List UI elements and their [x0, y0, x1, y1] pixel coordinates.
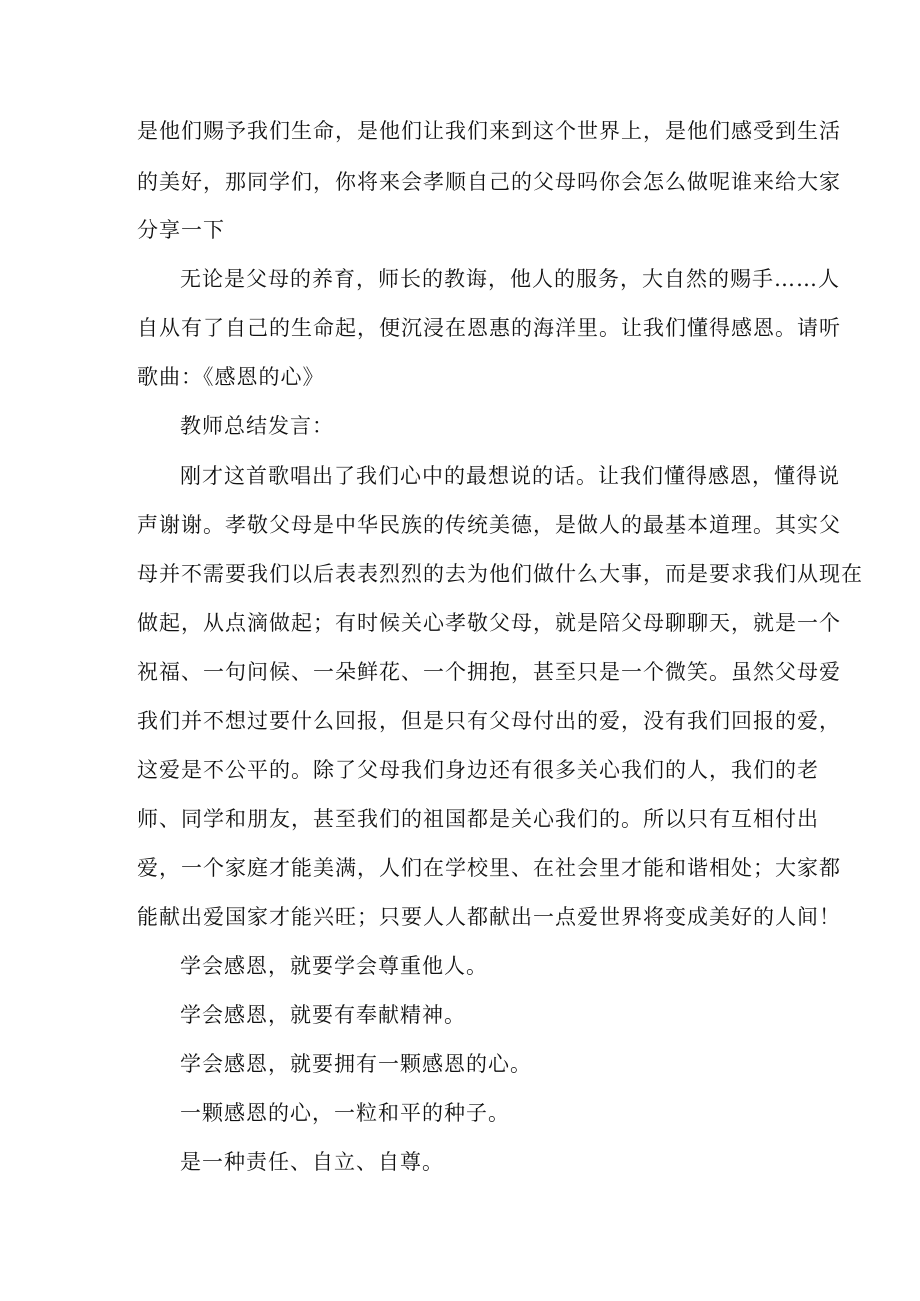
text-line: 学会感恩，就要拥有一颗感恩的心。	[180, 1052, 532, 1076]
text-line: 一颗感恩的心，一粒和平的种子。	[180, 1101, 510, 1125]
text-line: 祝福、一句问候、一朵鲜花、一个拥抱，甚至只是一个微笑。虽然父母爱	[137, 660, 841, 684]
text-line: 歌曲：《感恩的心》	[137, 365, 325, 389]
text-line: 做起，从点滴做起；有时候关心孝敬父母，就是陪父母聊聊天，就是一个	[137, 611, 841, 635]
text-line: 自从有了自己的生命起，便沉浸在恩惠的海洋里。让我们懂得感恩。请听	[137, 316, 841, 340]
section-heading: 教师总结发言：	[180, 414, 334, 438]
text-line: 是他们赐予我们生命，是他们让我们来到这个世界上，是他们感受到生活	[137, 119, 841, 143]
text-line: 是一种责任、自立、自尊。	[180, 1150, 444, 1174]
text-line: 爱，一个家庭才能美满，人们在学校里、在社会里才能和谐相处；大家都	[137, 856, 841, 880]
text-line: 母并不需要我们以后表表烈烈的去为他们做什么大事，而是要求我们从现在	[137, 562, 863, 586]
text-line: 分享一下	[137, 218, 225, 242]
text-line: 师、同学和朋友，甚至我们的祖国都是关心我们的。所以只有互相付出	[137, 807, 819, 831]
text-line: 学会感恩，就要学会尊重他人。	[180, 954, 488, 978]
text-line: 这爱是不公平的。除了父母我们身边还有很多关心我们的人，我们的老	[137, 758, 819, 782]
text-line: 刚才这首歌唱出了我们心中的最想说的话。让我们懂得感恩，懂得说	[180, 464, 840, 488]
text-line: 我们并不想过要什么回报，但是只有父母付出的爱，没有我们回报的爱，	[137, 709, 841, 733]
text-line: 无论是父母的养育，师长的教诲，他人的服务，大自然的赐手……人	[180, 267, 840, 291]
text-line: 学会感恩，就要有奉献精神。	[180, 1003, 466, 1027]
text-line: 的美好，那同学们，你将来会孝顺自己的父母吗你会怎么做呢谁来给大家	[137, 170, 841, 194]
text-line: 声谢谢。孝敬父母是中华民族的传统美德，是做人的最基本道理。其实父	[137, 513, 841, 537]
text-line: 能献出爱国家才能兴旺；只要人人都献出一点爱世界将变成美好的人间！	[137, 905, 841, 929]
